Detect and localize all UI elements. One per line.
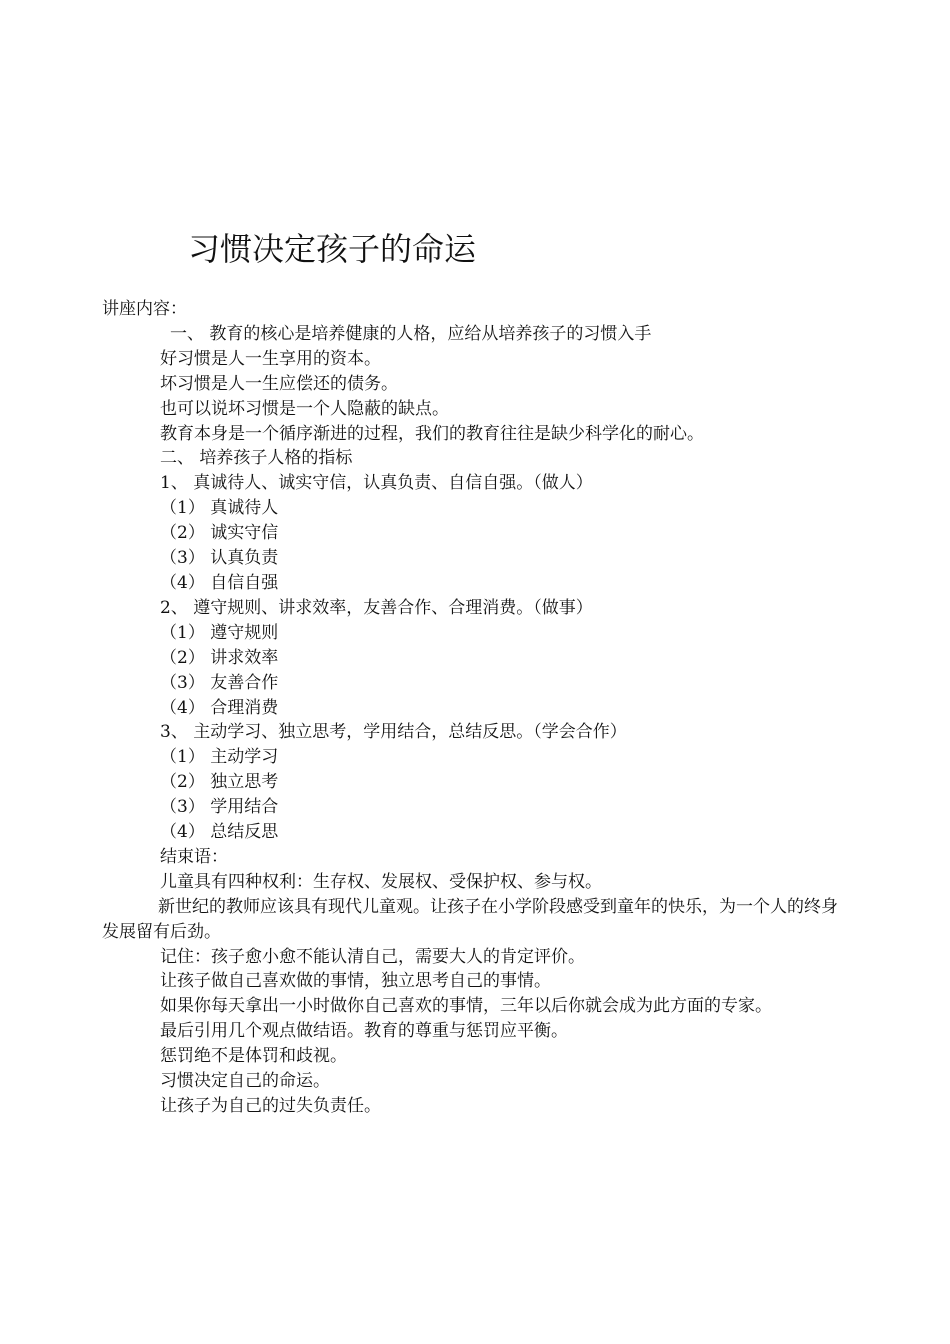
text-line: 记住：孩子愈小愈不能认清自己，需要大人的肯定评价。 bbox=[160, 946, 585, 967]
text-line: （4） 自信自强 bbox=[160, 572, 279, 593]
text-line: （3） 友善合作 bbox=[160, 672, 279, 693]
text-line: 一、 教育的核心是培养健康的人格，应给从培养孩子的习惯入手 bbox=[170, 323, 652, 344]
text-line: 坏习惯是人一生应偿还的债务。 bbox=[160, 373, 398, 394]
text-line: 习惯决定自己的命运。 bbox=[160, 1071, 330, 1092]
text-line: 1、 真诚待人、诚实守信，认真负责、自信自强。（做人） bbox=[160, 473, 593, 494]
text-line: （2） 诚实守信 bbox=[160, 523, 279, 544]
text-line: （3） 认真负责 bbox=[160, 548, 279, 569]
text-line: 最后引用几个观点做结语。教育的尊重与惩罚应平衡。 bbox=[160, 1021, 568, 1042]
text-line: （1） 遵守规则 bbox=[160, 622, 279, 643]
text-line: （1） 真诚待人 bbox=[160, 498, 279, 519]
text-line: 结束语： bbox=[160, 846, 228, 867]
wrapped-paragraph: 新世纪的教师应该具有现代儿童观。让孩子在小学阶段感受到童年的快乐，为一个人的终身发展留有后劲。 bbox=[102, 896, 838, 942]
document-title: 习惯决定孩子的命运 bbox=[188, 230, 477, 268]
text-line: 教育本身是一个循序渐进的过程，我们的教育往往是缺少科学化的耐心。 bbox=[160, 423, 704, 444]
text-line: 二、 培养孩子人格的指标 bbox=[160, 448, 353, 469]
text-line: 也可以说坏习惯是一个人隐蔽的缺点。 bbox=[160, 398, 449, 419]
text-line: 讲座内容： bbox=[102, 299, 187, 319]
document-body bbox=[102, 297, 852, 1119]
text-line: （3） 学用结合 bbox=[160, 797, 279, 818]
text-line: 2、 遵守规则、讲求效率，友善合作、合理消费。（做事） bbox=[160, 597, 593, 618]
text-line: 儿童具有四种权利：生存权、发展权、受保护权、参与权。 bbox=[160, 871, 602, 892]
text-line: 好习惯是人一生享用的资本。 bbox=[160, 348, 381, 369]
text-line: 惩罚绝不是体罚和歧视。 bbox=[160, 1046, 347, 1067]
text-line: 让孩子为自己的过失负责任。 bbox=[160, 1096, 381, 1116]
text-line: （4） 合理消费 bbox=[160, 697, 279, 718]
text-line: （2） 讲求效率 bbox=[160, 647, 279, 668]
text-line: 3、 主动学习、独立思考，学用结合，总结反思。（学会合作） bbox=[160, 722, 627, 743]
text-line: 如果你每天拿出一小时做你自己喜欢的事情，三年以后你就会成为此方面的专家。 bbox=[160, 996, 772, 1017]
text-line: （4） 总结反思 bbox=[160, 822, 279, 843]
text-line: （1） 主动学习 bbox=[160, 747, 279, 768]
text-line: 让孩子做自己喜欢做的事情，独立思考自己的事情。 bbox=[160, 971, 551, 992]
text-line: （2） 独立思考 bbox=[160, 772, 279, 793]
